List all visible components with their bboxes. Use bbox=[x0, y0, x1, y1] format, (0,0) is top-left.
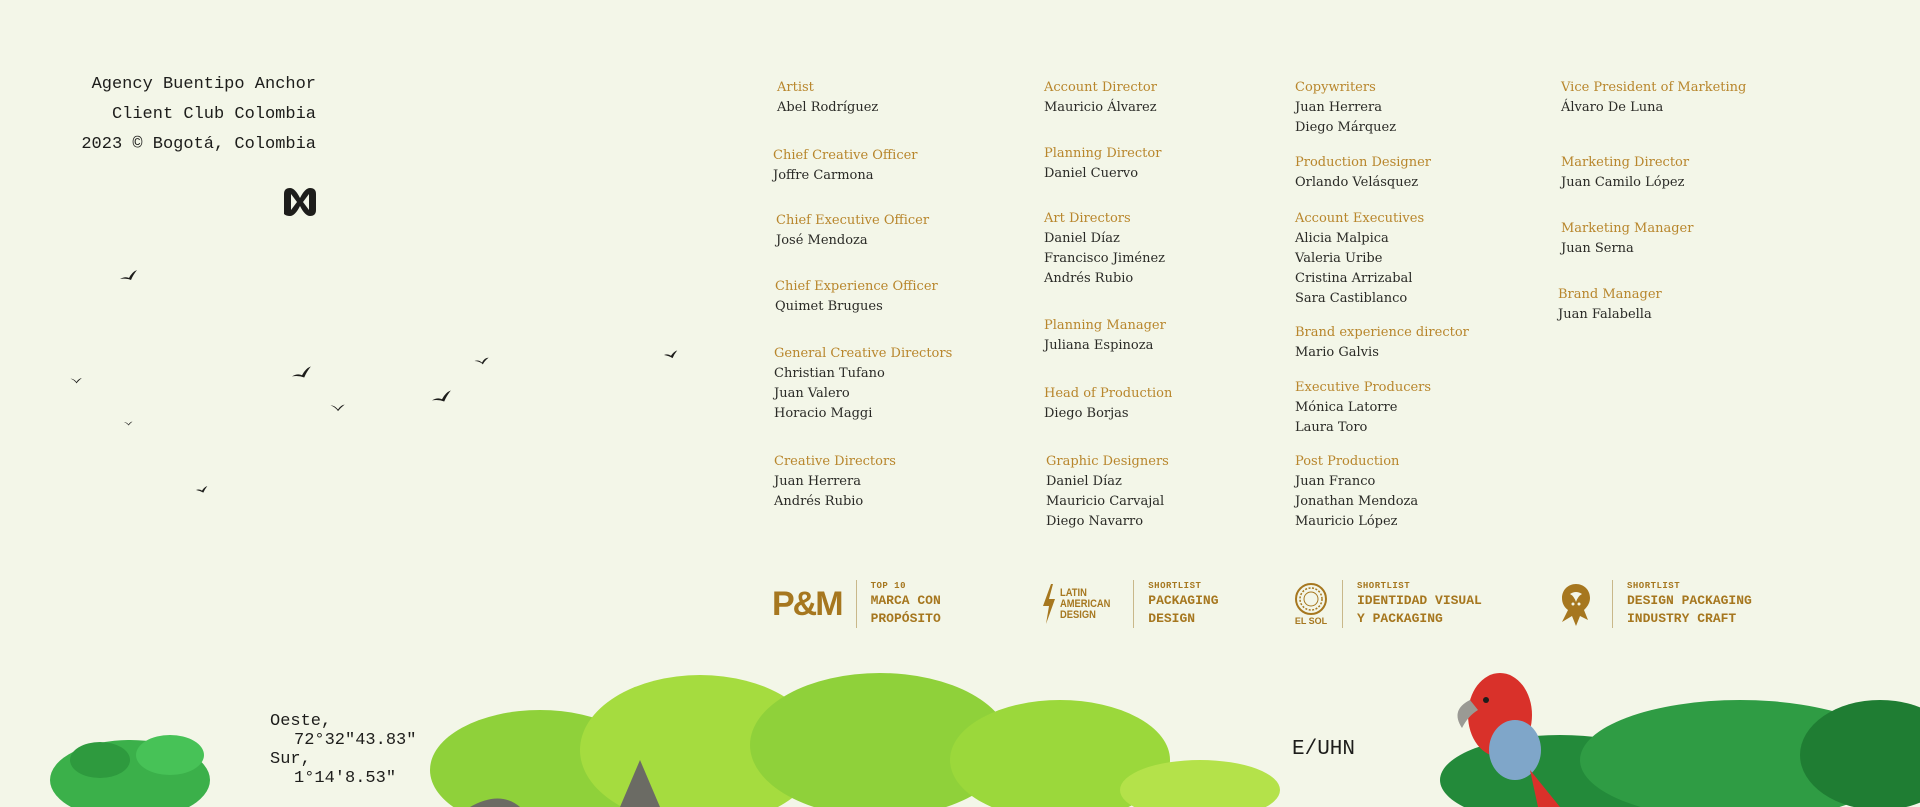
credit-role: Chief Creative Officer bbox=[773, 148, 918, 163]
credit-block bbox=[1044, 144, 1161, 184]
award-desc: PROPÓSITO bbox=[870, 611, 941, 626]
bird-icon bbox=[120, 270, 138, 282]
credit-name: Joffre Carmona bbox=[773, 168, 874, 183]
award-tag: SHORTLIST bbox=[1627, 581, 1681, 591]
credit-block bbox=[1561, 153, 1689, 193]
el-sol-logo bbox=[1294, 582, 1328, 626]
credit-block bbox=[1295, 452, 1418, 532]
credit-role: General Creative Directors bbox=[774, 346, 953, 361]
south-label: Sur, bbox=[270, 750, 311, 769]
brand-mark-icon bbox=[282, 184, 318, 220]
bird-icon bbox=[474, 356, 490, 366]
credit-role: Marketing Director bbox=[1561, 155, 1690, 170]
bird-icon bbox=[664, 350, 678, 360]
credit-block bbox=[777, 78, 878, 118]
award-desc: DESIGN bbox=[1148, 611, 1196, 626]
credit-name: Álvaro De Luna bbox=[1561, 100, 1664, 115]
award-cannes-lions bbox=[1554, 576, 1752, 632]
credit-name: Quimet Brugues bbox=[775, 299, 883, 314]
credit-name: Cristina Arrizabal bbox=[1295, 271, 1413, 286]
credit-role: Copywriters bbox=[1295, 80, 1376, 95]
credit-name: Abel Rodríguez bbox=[777, 100, 879, 115]
award-latin-american-design bbox=[1042, 576, 1219, 632]
credit-name: Valeria Uribe bbox=[1295, 251, 1383, 266]
award-divider bbox=[1612, 580, 1613, 628]
credit-block bbox=[1044, 384, 1172, 424]
credit-block bbox=[1044, 316, 1166, 356]
credit-name: Andrés Rubio bbox=[774, 494, 864, 509]
credit-name: Juan Herrera bbox=[774, 474, 861, 489]
credit-block bbox=[1295, 323, 1469, 363]
credit-name: Diego Navarro bbox=[1046, 514, 1144, 529]
credit-role: Brand experience director bbox=[1295, 325, 1469, 340]
credit-name: Jonathan Mendoza bbox=[1295, 494, 1419, 509]
award-tag: TOP 10 bbox=[870, 581, 906, 591]
credit-block bbox=[1561, 219, 1693, 259]
credit-name: Daniel Cuervo bbox=[1044, 166, 1139, 181]
credit-role: Brand Manager bbox=[1558, 287, 1662, 302]
award-text bbox=[1148, 580, 1218, 628]
credit-name: Mónica Latorre bbox=[1295, 400, 1398, 415]
award-tag: SHORTLIST bbox=[1357, 581, 1411, 591]
credit-role: Marketing Manager bbox=[1561, 221, 1694, 236]
credit-name: Juan Franco bbox=[1295, 474, 1376, 489]
credit-role: Vice President of Marketing bbox=[1561, 80, 1747, 95]
credit-name: Mauricio Carvajal bbox=[1046, 494, 1165, 509]
credit-block bbox=[1295, 378, 1431, 438]
credit-name: Horacio Maggi bbox=[774, 406, 873, 421]
signature: E/UHN bbox=[1292, 738, 1356, 761]
credit-name: Laura Toro bbox=[1295, 420, 1368, 435]
credit-role: Creative Directors bbox=[774, 454, 896, 469]
credit-block bbox=[1558, 285, 1662, 325]
award-desc: INDUSTRY CRAFT bbox=[1627, 611, 1737, 626]
coordinates bbox=[270, 712, 416, 788]
credit-name: Sara Castiblanco bbox=[1295, 291, 1408, 306]
credit-name: Diego Márquez bbox=[1295, 120, 1397, 135]
award-divider bbox=[856, 580, 857, 628]
west-label: Oeste, bbox=[270, 712, 332, 731]
credit-role: Graphic Designers bbox=[1046, 454, 1169, 469]
award-desc: IDENTIDAD VISUAL bbox=[1357, 593, 1482, 608]
pm-logo: P&M bbox=[772, 584, 842, 623]
award-pm bbox=[772, 576, 941, 632]
credit-name: Francisco Jiménez bbox=[1044, 251, 1166, 266]
credit-role: Planning Manager bbox=[1044, 318, 1166, 333]
credit-role: Planning Director bbox=[1044, 146, 1162, 161]
credit-role: Head of Production bbox=[1044, 386, 1173, 401]
year-location-line: 2023 © Bogotá, Colombia bbox=[81, 135, 316, 154]
west-value: 72°32"43.83" bbox=[294, 731, 417, 750]
credit-role: Chief Executive Officer bbox=[776, 213, 930, 228]
credit-name: Juan Camilo López bbox=[1561, 175, 1685, 190]
award-text bbox=[871, 580, 941, 628]
credit-name: Mauricio Álvarez bbox=[1044, 100, 1157, 115]
south-value: 1°14'8.53" bbox=[294, 769, 397, 788]
award-el-sol bbox=[1294, 576, 1482, 632]
award-desc: MARCA CON bbox=[870, 593, 941, 608]
agency-info bbox=[60, 70, 316, 160]
credit-name: José Mendoza bbox=[776, 233, 868, 248]
credit-role: Production Designer bbox=[1295, 155, 1432, 170]
credit-role: Account Director bbox=[1044, 80, 1157, 95]
credit-block bbox=[776, 211, 929, 251]
cannes-lion-icon bbox=[1554, 580, 1598, 628]
credit-role: Account Executives bbox=[1295, 211, 1425, 226]
bird-icon bbox=[70, 376, 83, 384]
award-divider bbox=[1342, 580, 1343, 628]
credit-name: Mauricio López bbox=[1295, 514, 1398, 529]
credit-block bbox=[1044, 209, 1165, 289]
credit-name: Juan Serna bbox=[1561, 241, 1634, 256]
lightning-icon bbox=[1042, 584, 1056, 624]
sun-icon bbox=[1294, 582, 1328, 616]
award-divider bbox=[1133, 580, 1134, 628]
award-desc: PACKAGING bbox=[1148, 593, 1219, 608]
credit-role: Executive Producers bbox=[1295, 380, 1432, 395]
credit-name: Juliana Espinoza bbox=[1044, 338, 1154, 353]
bird-icon bbox=[330, 402, 346, 412]
credit-name: Juan Falabella bbox=[1558, 307, 1652, 322]
credit-role: Artist bbox=[777, 80, 814, 95]
credit-block bbox=[1044, 78, 1157, 118]
credit-name: Orlando Velásquez bbox=[1295, 175, 1419, 190]
credit-block bbox=[1295, 209, 1424, 309]
credit-block bbox=[1561, 78, 1746, 118]
award-text bbox=[1627, 580, 1752, 628]
credit-block bbox=[1046, 452, 1169, 532]
bird-icon bbox=[292, 366, 312, 380]
agency-line: Agency Buentipo Anchor bbox=[91, 75, 316, 94]
bird-icon bbox=[432, 390, 452, 404]
credit-name: Juan Herrera bbox=[1295, 100, 1382, 115]
credit-block bbox=[775, 277, 938, 317]
logo-line: AMERICAN bbox=[1060, 597, 1111, 610]
credit-role: Art Directors bbox=[1044, 211, 1131, 226]
client-line: Client Club Colombia bbox=[111, 105, 316, 124]
award-text bbox=[1357, 580, 1482, 628]
credit-block bbox=[1295, 153, 1431, 193]
credit-name: Mario Galvis bbox=[1295, 345, 1379, 360]
credit-block bbox=[774, 344, 952, 424]
award-desc: Y PACKAGING bbox=[1357, 611, 1443, 626]
bird-icon bbox=[124, 420, 133, 426]
credit-name: Daniel Díaz bbox=[1044, 231, 1120, 246]
credit-role: Post Production bbox=[1295, 454, 1400, 469]
award-desc: DESIGN PACKAGING bbox=[1627, 593, 1752, 608]
credit-name: Andrés Rubio bbox=[1044, 271, 1134, 286]
logo-line: LATIN bbox=[1060, 586, 1087, 599]
credit-name: Diego Borjas bbox=[1044, 406, 1129, 421]
credit-name: Daniel Díaz bbox=[1046, 474, 1122, 489]
credit-name: Alicia Malpica bbox=[1295, 231, 1389, 246]
credit-role: Chief Experience Officer bbox=[775, 279, 938, 294]
bird-icon bbox=[196, 486, 208, 494]
credit-name: Christian Tufano bbox=[774, 366, 885, 381]
award-tag: SHORTLIST bbox=[1148, 581, 1202, 591]
el-sol-label: EL SOL bbox=[1294, 616, 1328, 626]
logo-line: DESIGN bbox=[1060, 608, 1096, 621]
credit-block bbox=[774, 452, 896, 512]
credit-block bbox=[1295, 78, 1396, 138]
credit-block bbox=[773, 146, 918, 186]
latin-american-design-logo bbox=[1060, 588, 1110, 621]
credit-name: Juan Valero bbox=[774, 386, 850, 401]
